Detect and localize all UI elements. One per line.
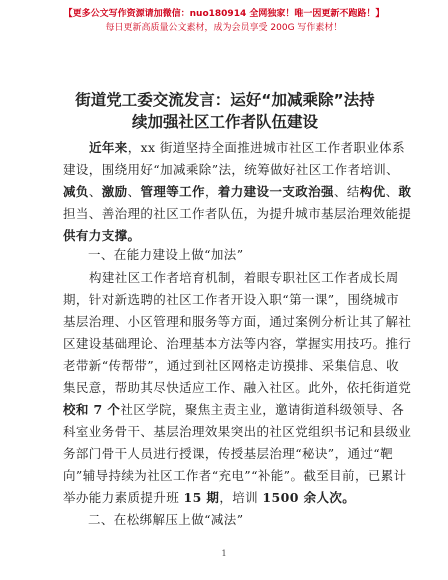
promo-line-1: 【更多公文写作资源请加微信：nuo180914 全网独家！唯一因更新不跑路！】 [63,9,385,19]
intro-text: 、 [88,184,102,199]
section-1-bold: 校和 7 个 [63,402,121,417]
section-1-line-6: 集民意，帮助其尽快适应工作、融入社区。此外，依托街道党 [63,380,412,395]
intro-line-2: 建设，围绕用好“加减乘除”法，统筹做好社区工作者培训、 [63,162,400,177]
intro-line-3 [63,181,412,203]
section-1-bold: 15 期 [183,490,220,505]
intro-paragraph [63,137,412,247]
intro-bold: 减负 [63,184,89,199]
promo-line-2: 每日更新高质量公文素材，成为会员享受 200G 写作素材！ [105,23,343,33]
section-1-line-9: 务部门骨干人员进行授课，传授基层治理“秘诀”，通过“靶 [63,446,393,461]
section-1-line-3: 基层治理、小区管理和服务等方面，通过案例分析让其了解社 [63,314,412,329]
section-1-bold: 1500 余人次。 [262,490,356,505]
promo-banner [0,8,448,34]
intro-bold: 敢 [398,184,412,199]
section-1-line-8: 科室业务骨干、基层治理效果突出的社区党组织书记和县级业 [63,424,412,439]
section-1-heading: 一、在能力建设上做“加法” [88,247,244,262]
section-1-line-11 [63,487,385,509]
intro-bold-lead: 近年来 [89,140,128,155]
section-1-line-10: 向”辅导持续为社区工作者“充电”“补能”。截至目前，已累计 [63,468,407,483]
intro-text: ，xx 街道坚持全面推进城市社区工作者职业体系 [127,140,405,155]
document-title-line-2: 续加强社区工作者队伍建设 [131,113,318,131]
section-1-line-1: 构建社区工作者培育机制，着眼专职社区工作者成长周 [89,270,399,285]
section-1-text: 举办能力素质提升班 [63,490,184,505]
section-1-line-4: 区建设基础理论、治理基本方法等内容，掌握实用技巧。推行 [63,336,412,351]
section-1-line-5: 老带新“传帮带”，通过到社区网格走访摸排、采集信息、收 [63,358,400,373]
section-1-text: 社区学院，聚焦主责主业，邀请街道科级领导、各 [120,402,405,417]
intro-line-1 [63,137,405,159]
intro-bold: 构优 [359,184,386,199]
section-1-line-7 [63,399,405,421]
section-1-line-2: 期，针对新选聘的社区工作者开设入职“第一课”，围绕城市 [63,292,400,307]
intro-line-4: 担当、善治理的社区工作者队伍，为提升城市基层治理效能提 [63,206,412,221]
intro-text: 、结 [333,184,360,199]
section-1-text: ，培训 [219,490,263,505]
section-2-heading: 二、在松绑解压上做“减法” [88,512,244,527]
intro-bold: 着力建设一支政治强 [217,184,334,199]
page-number: 1 [221,549,227,558]
intro-text: 、 [127,184,141,199]
intro-text: 、 [385,184,399,199]
document-title-line-1: 街道党工委交流发言：运好“加减乘除”法持 [75,91,375,109]
intro-text: ， [204,184,218,199]
section-1-paragraph [63,267,412,509]
intro-bold: 管理等工作 [140,184,205,199]
intro-bold: 激励 [101,184,128,199]
intro-line-5: 供有力支撑。 [63,228,141,243]
